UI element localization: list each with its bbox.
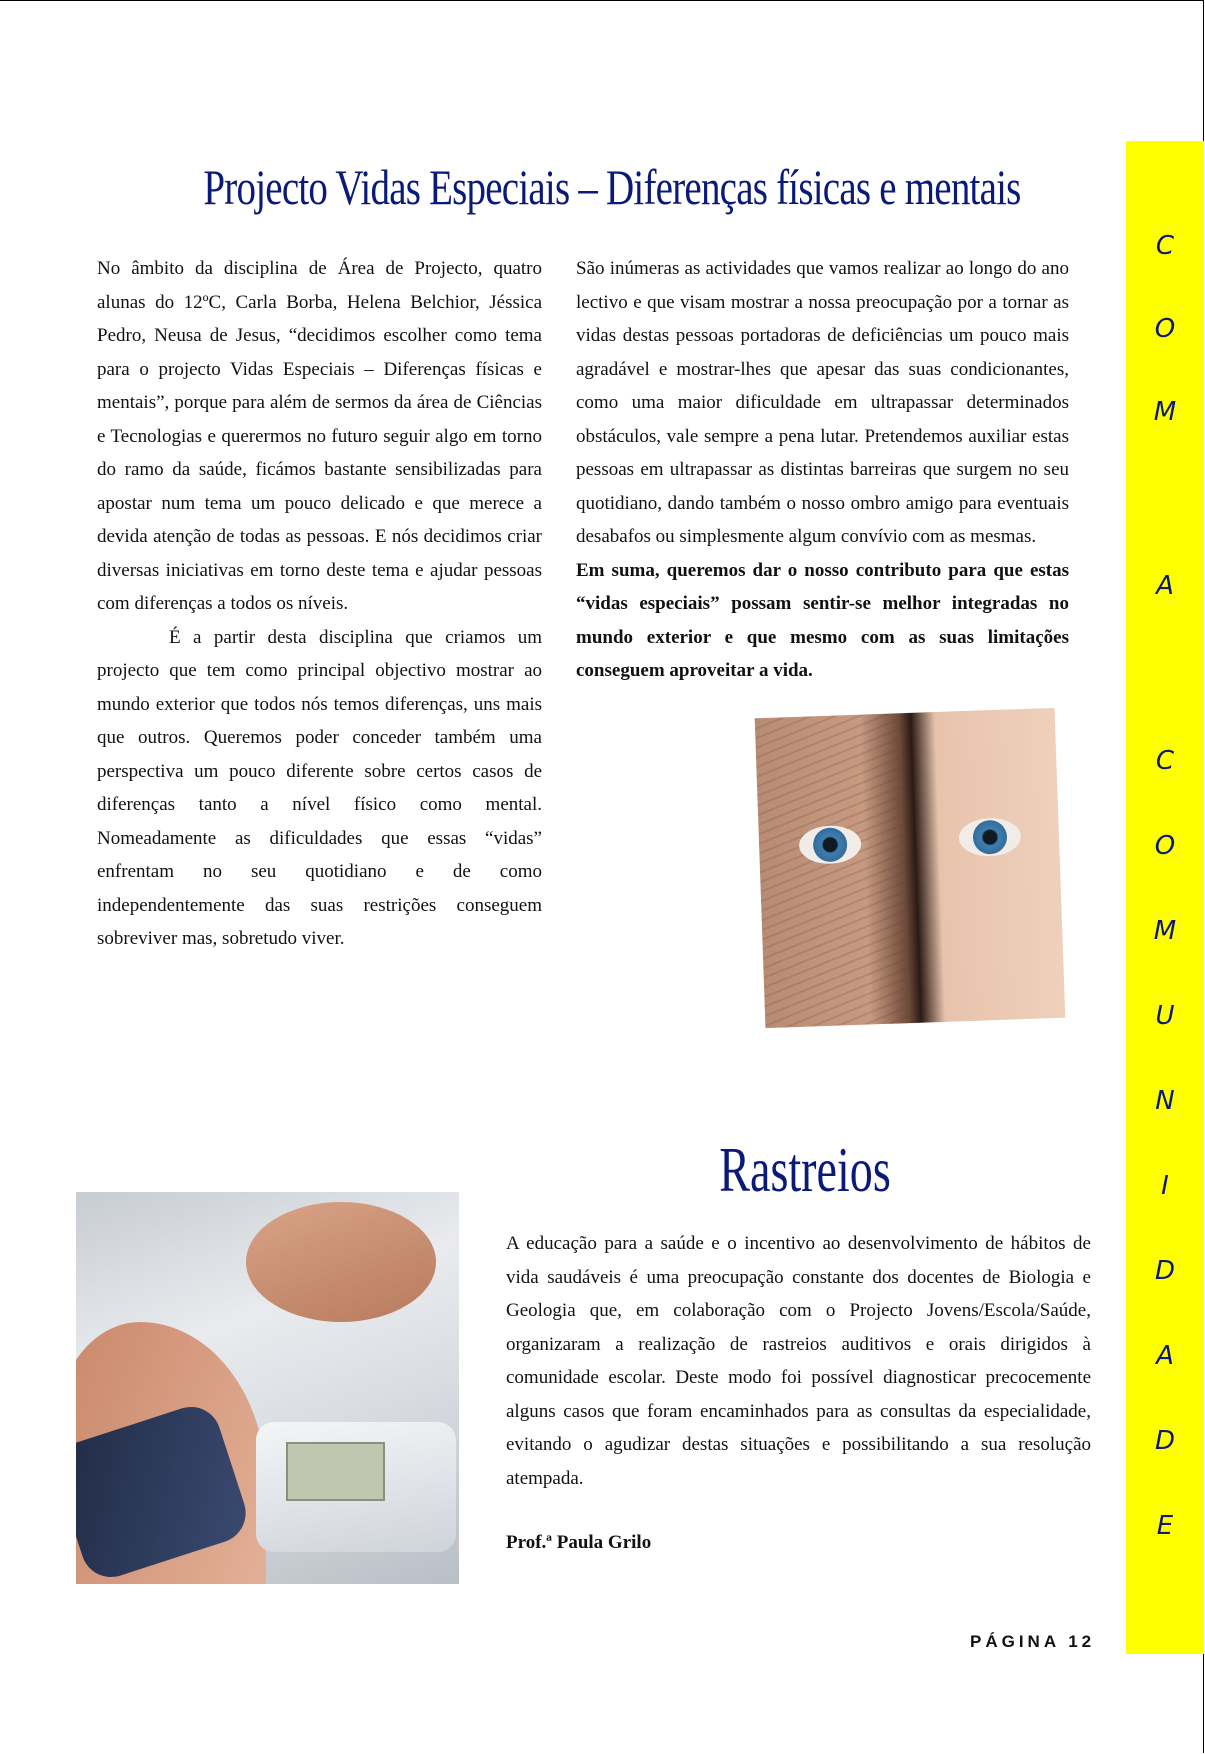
sidebar-letter: E	[1156, 1511, 1174, 1541]
paragraph: A educação para a saúde e o incentivo ao desenvolvimento de hábitos de vida saudáveis é uma preocupação constante dos docentes de Biologia e Geologia que, em colaboração com o Projecto Jovens/Escola/Saúde, organizaram a realização de rastreios auditivos e orais dirigidos à comunidade escolar. Deste modo foi possível diagnosticar precocemente alguns casos que foram encaminhados para as consultas da especialidade, evitando o agudizar destas situações e possibilitando a sua resolução atempada.	[506, 1233, 1091, 1489]
monitor-screen	[286, 1442, 385, 1501]
sidebar-letter: C	[1155, 231, 1175, 261]
paragraph-bold: Em suma, queremos dar o nosso contributo para que estas “vidas especiais” possam sentir-se melhor integradas no mundo exterior e que mesmo com as suas limitações conseguem aproveitar a vida.	[576, 559, 1069, 681]
sidebar-letter: O	[1154, 314, 1176, 344]
right-eye	[958, 817, 1021, 857]
author-signature: Prof.ª Paula Grilo	[506, 1532, 652, 1553]
sidebar-letter: M	[1153, 397, 1177, 427]
section-title: Rastreios	[719, 1134, 891, 1205]
sidebar-letter: N	[1155, 1086, 1175, 1116]
paragraph: São inúmeras as actividades que vamos realizar ao longo do ano lectivo e que visam mostrar a nossa preocupação por a tornar as vidas destas pessoas portadoras de deficiências um pouco mais agradável e mostrar-lhes que apesar das suas condicionantes, como uma maior dificuldade em ultrapassar determinados obstáculos, vale sempre a pena lutar. Pretendemos auxiliar estas pessoas em ultrapassar as distintas barreiras que surgem no seu quotidiano, dando também o nosso ombro amigo para eventuais desabafos ou simplesmente algum convívio com as mesmas.	[576, 258, 1069, 547]
sidebar-letter: D	[1154, 1256, 1176, 1286]
article-title: Projecto Vidas Especiais – Diferenças físicas e mentais	[203, 159, 1021, 215]
sidebar-letter: D	[1154, 1426, 1176, 1456]
article-right-column	[576, 252, 1069, 688]
rastreios-body	[506, 1227, 1091, 1495]
sidebar-letter: C	[1155, 746, 1175, 776]
paragraph: É a partir desta disciplina que criamos um projecto que tem como principal objectivo mostrar ao mundo exterior que todos nós temos diferenças, uns mais que outros. Queremos poder conceder também uma perspectiva um pouco diferente sobre certos casos de diferenças tanto a nível físico como mental. Nomeadamente as dificuldades que essas “vidas” enfrentam no seu quotidiano e de como independentemente das suas restrições conseguem sobreviver mas, sobretudo viver.	[97, 626, 542, 949]
faces-photo	[755, 708, 1066, 1028]
paragraph: No âmbito da disciplina de Área de Projecto, quatro alunas do 12ºC, Carla Borba, Helena Belchior, Jéssica Pedro, Neusa de Jesus, “decidimos escolher como tema para o projecto Vidas Especiais – Diferenças físicas e mentais”, porque para além de sermos da área de Ciências e Tecnologias e querermos no futuro seguir algo em torno do ramo da saúde, ficámos bastante sensibilizadas para apostar num tema um pouco delicado e que merece a devida atenção de todas as pessoas. E nós decidimos criar diversas iniciativas em torno deste tema e ajudar pessoas com diferenças a todos os níveis.	[97, 258, 542, 614]
sidebar-letter: M	[1153, 916, 1177, 946]
sidebar-banner	[1126, 141, 1204, 1654]
wrinkle-texture	[755, 713, 910, 1028]
blood-pressure-photo	[76, 1192, 459, 1584]
sidebar-letter: A	[1156, 571, 1174, 601]
article-left-column	[97, 252, 542, 956]
page-number: PÁGINA 12	[970, 1632, 1096, 1651]
sidebar-letter: A	[1156, 1341, 1174, 1371]
hand-shape	[246, 1202, 436, 1322]
sidebar-letter: U	[1155, 1001, 1175, 1031]
sidebar-letter: O	[1154, 831, 1176, 861]
sidebar-letter: I	[1161, 1171, 1169, 1201]
